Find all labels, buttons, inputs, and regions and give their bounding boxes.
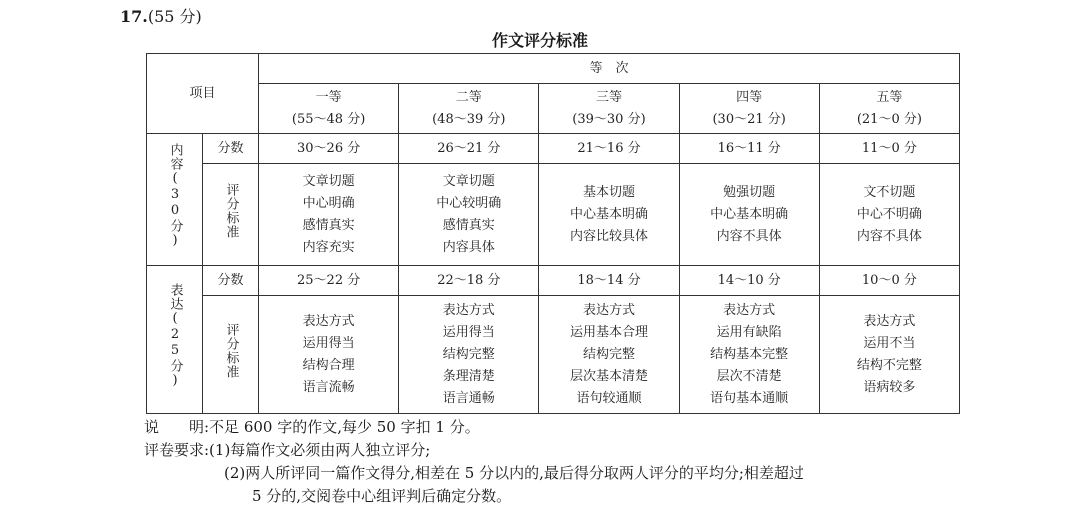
content-label-cell — [147, 134, 203, 266]
expression-criteria-row — [147, 296, 960, 414]
criteria-line: 文章切题 — [442, 173, 495, 189]
criteria-line: 语言流畅 — [302, 379, 355, 395]
grade-name: 三等 — [595, 89, 622, 105]
question-number: 17. — [120, 7, 148, 26]
header-row-levels — [147, 84, 960, 134]
criteria-line: 中心较明确 — [436, 195, 502, 211]
criteria-line: 表达方式 — [442, 302, 495, 318]
criteria-line: 条理清楚 — [442, 368, 495, 384]
content-label: 内容(30分) — [167, 142, 183, 249]
expression-score-cell: 25～22 分 — [259, 266, 399, 296]
note-requirement-2: (2)两人所评同一篇作文得分,相差在 5 分以内的,最后得分取两人评分的平均分;相差超过 — [224, 464, 804, 482]
content-criteria-cell-1 — [259, 164, 399, 266]
grade-range: (55～48 分) — [291, 111, 366, 127]
question-points: (55 分) — [147, 7, 202, 26]
criteria-line: 表达方式 — [723, 302, 776, 318]
expression-score-cell: 14～10 分 — [679, 266, 819, 296]
expression-criteria-cell-5 — [819, 296, 959, 414]
note-requirement-1: 评卷要求:(1)每篇作文必须由两人独立评分; — [144, 441, 431, 459]
criteria-line: 结构完整 — [582, 346, 635, 362]
content-criteria-label-cell — [203, 164, 259, 266]
criteria-line: 语病较多 — [863, 379, 916, 395]
grade-range: (30～21 分) — [712, 111, 786, 127]
expression-criteria-cell-2 — [399, 296, 539, 414]
criteria-line: 运用基本合理 — [569, 324, 648, 340]
expression-label-cell — [147, 266, 203, 414]
grade-name: 五等 — [876, 89, 903, 105]
content-score-cell: 16～11 分 — [679, 134, 819, 164]
question-header — [120, 4, 202, 27]
criteria-line: 感情真实 — [442, 217, 495, 233]
criteria-line: 基本切题 — [582, 184, 635, 200]
content-criteria-cell-4 — [679, 164, 819, 266]
grade-cell-1 — [259, 84, 399, 134]
grade-name: 四等 — [736, 89, 763, 105]
grade-cell-3 — [539, 84, 679, 134]
expression-criteria-cell-3 — [539, 296, 679, 414]
item-header-cell — [147, 54, 259, 134]
criteria-line: 内容不具体 — [716, 228, 782, 244]
content-criteria-cell-5 — [819, 164, 959, 266]
criteria-line: 文不切题 — [863, 184, 916, 200]
criteria-line: 语句较通顺 — [576, 390, 642, 406]
criteria-line: 运用有缺陷 — [716, 324, 782, 340]
criteria-line: 层次基本清楚 — [569, 368, 648, 384]
criteria-line: 结构不完整 — [856, 357, 922, 373]
criteria-line: 中心基本明确 — [569, 206, 648, 222]
content-score-cell: 21～16 分 — [539, 134, 679, 164]
content-score-row — [147, 134, 960, 164]
grade-header: 等 次 — [589, 60, 629, 76]
content-criteria-row — [147, 164, 960, 266]
grade-name: 二等 — [455, 89, 482, 105]
note-length: 说 明:不足 600 字的作文,每少 50 字扣 1 分。 — [144, 418, 480, 436]
criteria-line: 内容充实 — [302, 239, 355, 255]
criteria-line: 中心明确 — [302, 195, 355, 211]
criteria-line: 结构基本完整 — [710, 346, 789, 362]
grade-range: (39～30 分) — [572, 111, 646, 127]
expression-score-cell: 22～18 分 — [399, 266, 539, 296]
notes — [144, 416, 804, 508]
criteria-line: 语句基本通顺 — [710, 390, 789, 406]
grade-range: (21～0 分) — [856, 111, 922, 127]
content-criteria-cell-2 — [399, 164, 539, 266]
score-label: 分数 — [217, 140, 244, 156]
criteria-line: 表达方式 — [863, 313, 916, 329]
grade-range: (48～39 分) — [432, 111, 506, 127]
criteria-line: 内容不具体 — [856, 228, 922, 244]
expression-criteria-label-cell — [203, 296, 259, 414]
grade-cell-2 — [399, 84, 539, 134]
note-requirement-2-cont: 5 分的,交阅卷中心组评判后确定分数。 — [252, 487, 512, 505]
criteria-line: 层次不清楚 — [716, 368, 782, 384]
expression-criteria-cell-4 — [679, 296, 819, 414]
content-criteria-cell-3 — [539, 164, 679, 266]
content-score-cell: 11～0 分 — [819, 134, 959, 164]
scoring-table — [146, 53, 960, 414]
criteria-line: 内容具体 — [442, 239, 495, 255]
criteria-line: 中心基本明确 — [710, 206, 789, 222]
content-score-label-cell — [203, 134, 259, 164]
criteria-line: 结构合理 — [302, 357, 355, 373]
expression-label: 表达(25分) — [167, 282, 183, 389]
header-row-grade — [147, 54, 960, 84]
content-score-cell: 30～26 分 — [259, 134, 399, 164]
criteria-label: 评分标准 — [223, 322, 239, 379]
criteria-line: 语言通畅 — [442, 390, 495, 406]
criteria-label: 评分标准 — [223, 182, 239, 239]
table-title: 作文评分标准 — [491, 31, 588, 50]
expression-criteria-cell-1 — [259, 296, 399, 414]
grade-name: 一等 — [315, 89, 342, 105]
criteria-line: 文章切题 — [302, 173, 355, 189]
criteria-line: 运用不当 — [863, 335, 916, 351]
expression-score-cell: 18～14 分 — [539, 266, 679, 296]
expression-score-cell: 10～0 分 — [819, 266, 959, 296]
criteria-line: 中心不明确 — [856, 206, 922, 222]
expression-score-row — [147, 266, 960, 296]
criteria-line: 勉强切题 — [723, 184, 776, 200]
criteria-line: 运用得当 — [302, 335, 355, 351]
criteria-line: 运用得当 — [442, 324, 495, 340]
criteria-line: 内容比较具体 — [569, 228, 648, 244]
content-score-cell: 26～21 分 — [399, 134, 539, 164]
criteria-line: 感情真实 — [302, 217, 355, 233]
score-label: 分数 — [217, 272, 244, 288]
criteria-line: 表达方式 — [582, 302, 635, 318]
item-header: 项目 — [189, 85, 216, 101]
criteria-line: 结构完整 — [442, 346, 495, 362]
criteria-line: 表达方式 — [302, 313, 355, 329]
expression-score-label-cell — [203, 266, 259, 296]
grade-cell-5 — [819, 84, 959, 134]
grade-header-cell — [259, 54, 960, 84]
grade-cell-4 — [679, 84, 819, 134]
